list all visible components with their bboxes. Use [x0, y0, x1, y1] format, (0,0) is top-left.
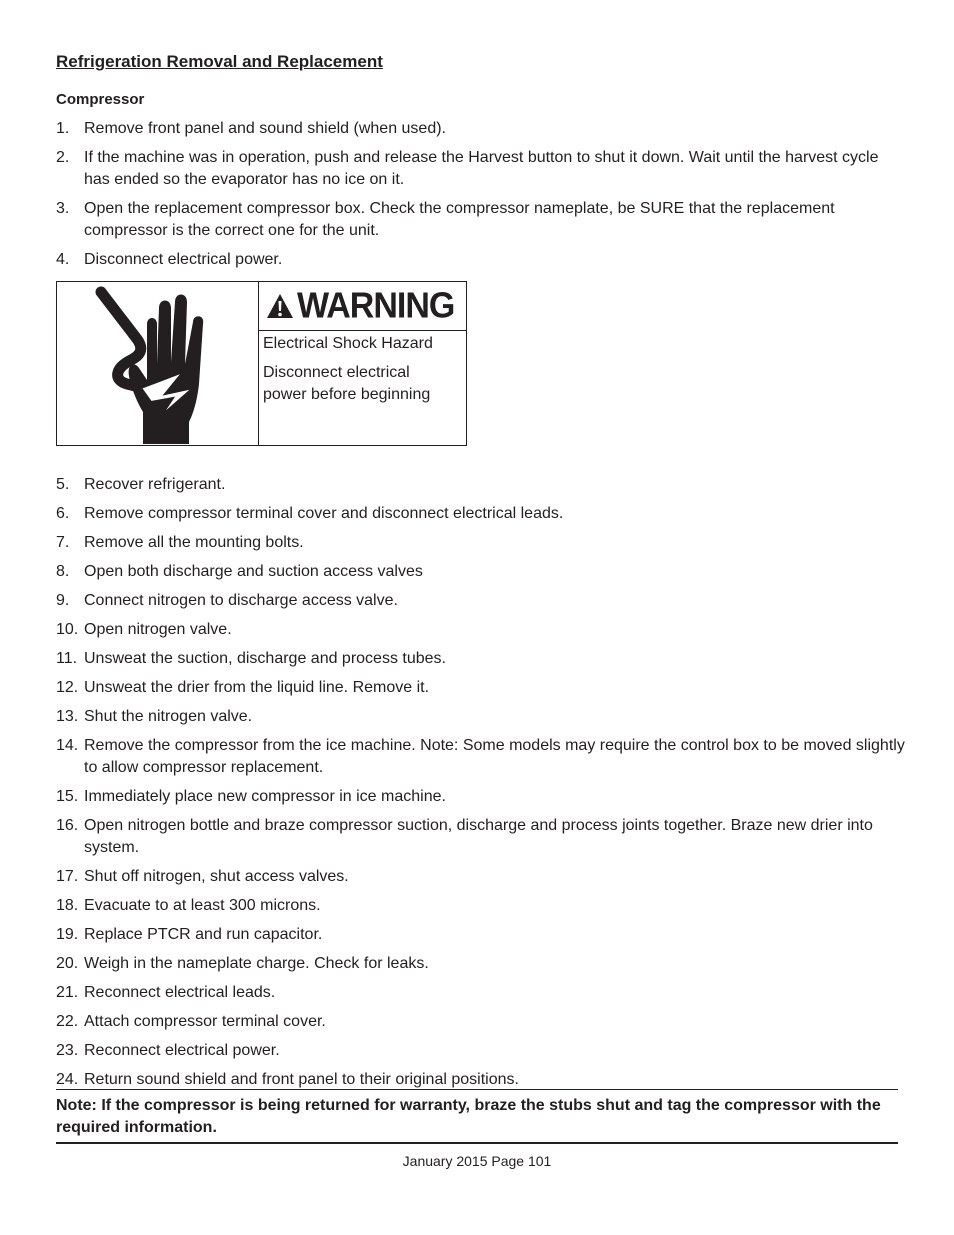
step-text: Remove compressor terminal cover and disconnect electrical leads. [84, 505, 564, 522]
warning-header [259, 282, 466, 331]
step-number: 24. [56, 1071, 79, 1088]
list-item [56, 1040, 906, 1062]
step-text: Unsweat the suction, discharge and process tubes. [84, 650, 446, 667]
warning-box [56, 281, 467, 446]
list-item [56, 249, 906, 271]
section-title: Refrigeration Removal and Replacement [56, 52, 383, 71]
step-text: Remove all the mounting bolts. [84, 534, 304, 551]
list-item [56, 982, 906, 1004]
step-text: Shut the nitrogen valve. [84, 708, 253, 725]
list-item [56, 1069, 906, 1091]
list-item [56, 147, 906, 191]
step-text: Reconnect electrical leads. [84, 984, 276, 1001]
list-item [56, 815, 906, 859]
warning-pictogram [57, 282, 259, 445]
warning-hazard-text: Electrical Shock Hazard [263, 335, 433, 352]
step-number: 17. [56, 868, 79, 885]
list-item [56, 474, 906, 496]
list-item [56, 735, 906, 779]
list-item [56, 1011, 906, 1033]
step-number: 22. [56, 1013, 79, 1030]
list-item [56, 706, 906, 728]
step-text: Attach compressor terminal cover. [84, 1013, 326, 1030]
step-text: Open the replacement compressor box. Check the compressor nameplate, be SURE that the replacement compressor is the correct one for the unit. [84, 200, 835, 239]
list-item [56, 561, 906, 583]
step-text: Open nitrogen valve. [84, 621, 232, 638]
list-item [56, 590, 906, 612]
electrical-shock-hand-icon [93, 284, 223, 444]
list-item [56, 532, 906, 554]
step-text: If the machine was in operation, push and release the Harvest button to shut it down. Wait until the harvest cycle has ended so the evaporator has no ice on it. [84, 149, 879, 188]
step-text: Connect nitrogen to discharge access valve. [84, 592, 398, 609]
step-text: Recover refrigerant. [84, 476, 226, 493]
step-text: Reconnect electrical power. [84, 1042, 280, 1059]
step-number: 10. [56, 621, 79, 638]
list-item [56, 924, 906, 946]
step-text: Remove front panel and sound shield (when used). [84, 120, 446, 137]
step-number: 20. [56, 955, 79, 972]
step-text: Open both discharge and suction access valves [84, 563, 423, 580]
list-item [56, 953, 906, 975]
step-number: 5. [56, 476, 70, 493]
warranty-note: Note: If the compressor is being returned for warranty, braze the stubs shut and tag the compressor with the required information. [56, 1089, 898, 1144]
step-text: Unsweat the drier from the liquid line. Remove it. [84, 679, 430, 696]
warning-triangle-icon [265, 292, 295, 320]
step-number: 6. [56, 505, 70, 522]
step-number: 14. [56, 737, 79, 754]
step-number: 4. [56, 251, 70, 268]
step-number: 11. [56, 650, 78, 667]
list-item [56, 677, 906, 699]
step-text: Replace PTCR and run capacitor. [84, 926, 323, 943]
step-text: Remove the compressor from the ice machine. Note: Some models may require the control box to be moved slightly to allow compressor replacement. [84, 737, 905, 776]
step-number: 7. [56, 534, 70, 551]
steps-list-before-warning [56, 118, 906, 278]
step-text: Shut off nitrogen, shut access valves. [84, 868, 349, 885]
list-item [56, 648, 906, 670]
step-text: Disconnect electrical power. [84, 251, 283, 268]
step-number: 16. [56, 817, 79, 834]
list-item [56, 503, 906, 525]
step-text: Return sound shield and front panel to their original positions. [84, 1071, 519, 1088]
step-number: 23. [56, 1042, 79, 1059]
step-text: Immediately place new compressor in ice machine. [84, 788, 446, 805]
page-footer: January 2015 Page 101 [402, 1153, 552, 1169]
list-item [56, 786, 906, 808]
step-text: Open nitrogen bottle and braze compressor suction, discharge and process joints together. Braze new drier into system. [84, 817, 873, 856]
step-number: 13. [56, 708, 79, 725]
step-number: 8. [56, 563, 70, 580]
list-item [56, 198, 906, 242]
steps-list-after-warning [56, 474, 906, 1098]
step-number: 18. [56, 897, 79, 914]
warning-heading: WARNING [297, 286, 455, 326]
step-number: 9. [56, 592, 70, 609]
step-text: Evacuate to at least 300 microns. [84, 897, 321, 914]
step-number: 21. [56, 984, 79, 1001]
step-text: Weigh in the nameplate charge. Check for leaks. [84, 955, 429, 972]
step-number: 2. [56, 149, 70, 166]
warning-text-panel [259, 282, 466, 445]
list-item [56, 866, 906, 888]
list-item [56, 118, 906, 140]
warning-instruction-text: Disconnect electrical power before beginning [263, 364, 431, 403]
step-number: 1. [56, 120, 70, 137]
list-item [56, 619, 906, 641]
step-number: 12. [56, 679, 79, 696]
list-item [56, 895, 906, 917]
step-number: 19. [56, 926, 79, 943]
step-number: 15. [56, 788, 79, 805]
subsection-title: Compressor [56, 91, 145, 108]
step-number: 3. [56, 200, 70, 217]
